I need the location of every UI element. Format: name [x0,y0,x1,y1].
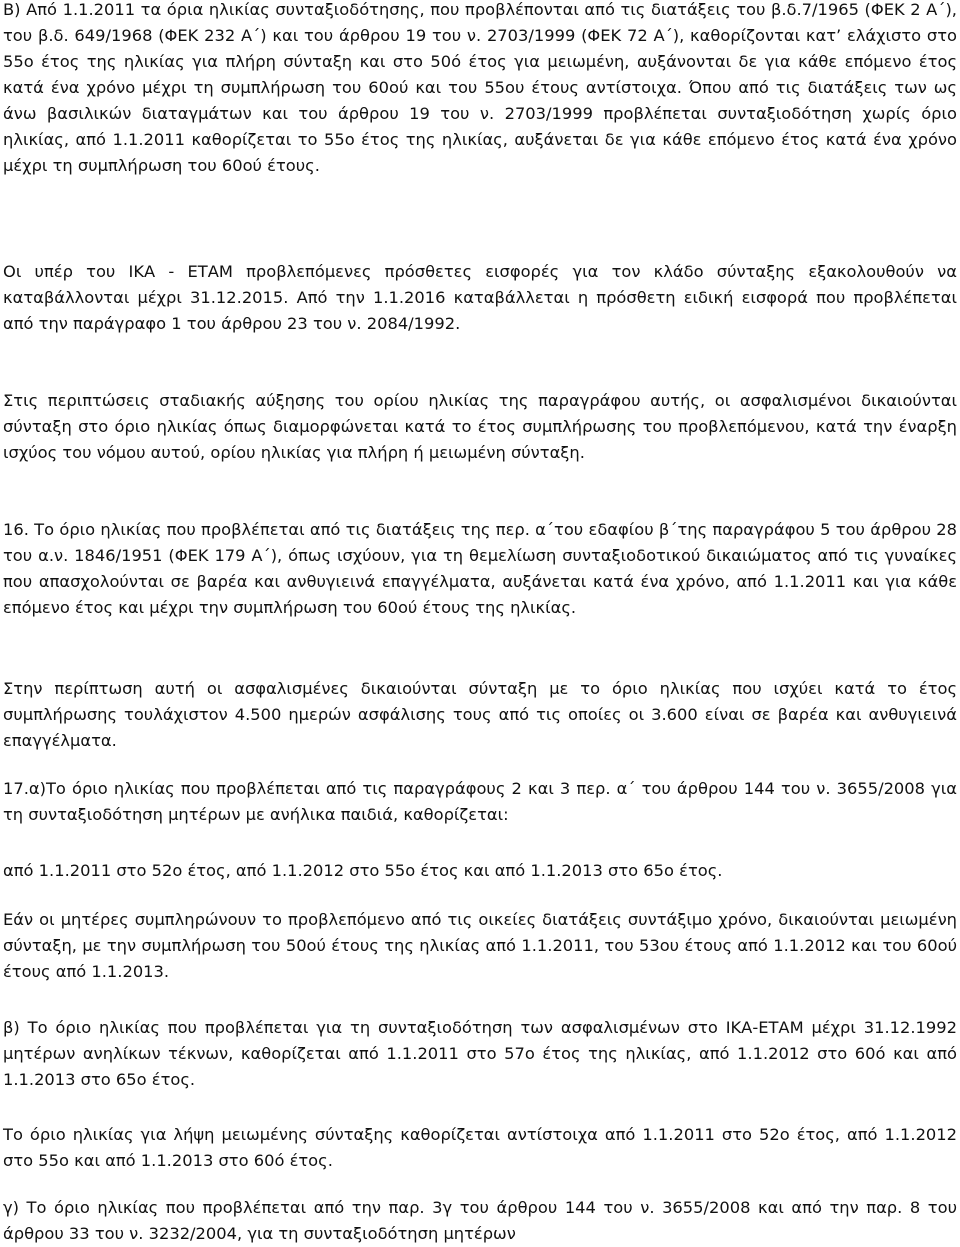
paragraph-b-age-limits: Β) Από 1.1.2011 τα όρια ηλικίας συνταξιοδότησης, που προβλέπονται από τις διατάξεις του β.δ.7/1965 (ΦΕΚ 2 Α΄), του β.δ. 649/1968 (ΦΕΚ 232 Α΄) και του άρθρου 19 του ν. 2703/1999 (ΦΕΚ 72 Α΄), καθορίζονται κατ’ ελάχιστο στο 55ο έτος της ηλικίας για πλήρη σύνταξη και στο 50ό έτος για μειωμένη, αυξάνονται δε για κάθε επόμενο έτος κατά ένα χρόνο μέχρι τη συμπλήρωση του 60ού και του 55ου έτους αντίστοιχα. Όπου από τις διατάξεις των ως άνω βασιλικών διαταγμάτων και του άρθρου 19 του ν. 2703/1999 προβλέπεται συνταξιοδότηση χωρίς όριο ηλικίας, από 1.1.2011 καθορίζεται το 55ο έτος της ηλικίας, αυξάνεται δε για κάθε επόμενο έτος κατά ένα χρόνο μέχρι τη συμπλήρωση του 60ού έτους. [3,0,957,175]
paragraph-gradual-increase: Στις περιπτώσεις σταδιακής αύξησης του ορίου ηλικίας της παραγράφου αυτής, οι ασφαλισμένοι δικαιούνται σύνταξη στο όριο ηλικίας όπως διαμορφώνεται κατά το έτος συμπλήρωσης του προβλεπόμενου, κατά την έναρξη ισχύος του νόμου αυτού, ορίου ηλικίας για πλήρη ή μειωμένη σύνταξη. [3,391,957,462]
paragraph-17a-mothers: 17.α)Το όριο ηλικίας που προβλέπεται από τις παραγράφους 2 και 3 περ. α΄ του άρθρου 144 του ν. 3655/2008 για τη συνταξιοδότηση μητέρων με ανήλικα παιδιά, καθορίζεται: [3,779,957,824]
paragraph-ika-contributions: Οι υπέρ του ΙΚΑ - ΕΤΑΜ προβλεπόμενες πρόσθετες εισφορές για τον κλάδο σύνταξης εξακολουθούν να καταβάλλονται μέχρι 31.12.2015. Από την 1.1.2016 καταβάλλεται η πρόσθετη ειδική εισφορά που προβλέπεται από την παράγραφο 1 του άρθρου 23 του ν. 2084/1992. [3,262,957,333]
paragraph-b-ika-mothers: β) Το όριο ηλικίας που προβλέπεται για τη συνταξιοδότηση των ασφαλισμένων στο ΙΚΑ-ΕΤΑΜ μέχρι 31.12.1992 μητέρων ανηλίκων τέκνων, καθορίζεται από 1.1.2011 στο 57ο έτος της ηλικίας, από 1.1.2012 στο 60ό και από 1.1.2013 στο 65ο έτος. [3,1018,957,1089]
paragraph-reduced-pension-limit: Το όριο ηλικίας για λήψη μειωμένης σύνταξης καθορίζεται αντίστοιχα από 1.1.2011 στο 52ο έτος, από 1.1.2012 στο 55ο και από 1.1.2013 στο 60ό έτος. [3,1125,957,1170]
paragraph-c-mothers: γ) Το όριο ηλικίας που προβλέπεται από την παρ. 3γ του άρθρου 144 του ν. 3655/2008 και από την παρ. 8 του άρθρου 33 του ν. 3232/2004, για τη συνταξιοδότηση μητέρων [3,1198,957,1243]
paragraph-reduced-pension-mothers: Εάν οι μητέρες συμπληρώνουν το προβλεπόμενο από τις οικείες διατάξεις συντάξιμο χρόνο, δικαιούνται μειωμένη σύνταξη, με την συμπλήρωση του 50ού έτους της ηλικίας από 1.1.2011, του 53ου έτους από 1.1.2012 και του 60ού έτους από 1.1.2013. [3,910,957,981]
paragraph-insured-women: Στην περίπτωση αυτή οι ασφαλισμένες δικαιούνται σύνταξη με το όριο ηλικίας που ισχύει κατά το έτος συμπλήρωσης τουλάχιστον 4.500 ημερών ασφάλισης τους από τις οποίες οι 3.600 είναι σε βαρέα και ανθυγιεινά επαγγέλματα. [3,679,957,750]
paragraph-age-schedule: από 1.1.2011 στο 52ο έτος, από 1.1.2012 στο 55ο έτος και από 1.1.2013 στο 65ο έτος. [3,861,723,880]
paragraph-16-heavy-occupations: 16. Το όριο ηλικίας που προβλέπεται από τις διατάξεις της περ. α΄του εδαφίου β΄της παραγράφου 5 του άρθρου 28 του α.ν. 1846/1951 (ΦΕΚ 179 Α΄), όπως ισχύουν, για τη θεμελίωση συνταξιοδοτικού δικαιώματος από τις γυναίκες που απασχολούνται σε βαρέα και ανθυγιεινά επαγγέλματα, αυξάνεται κατά ένα χρόνο, από 1.1.2011 και για κάθε επόμενο έτος και μέχρι την συμπλήρωση του 60ού έτους της ηλικίας. [3,520,957,617]
